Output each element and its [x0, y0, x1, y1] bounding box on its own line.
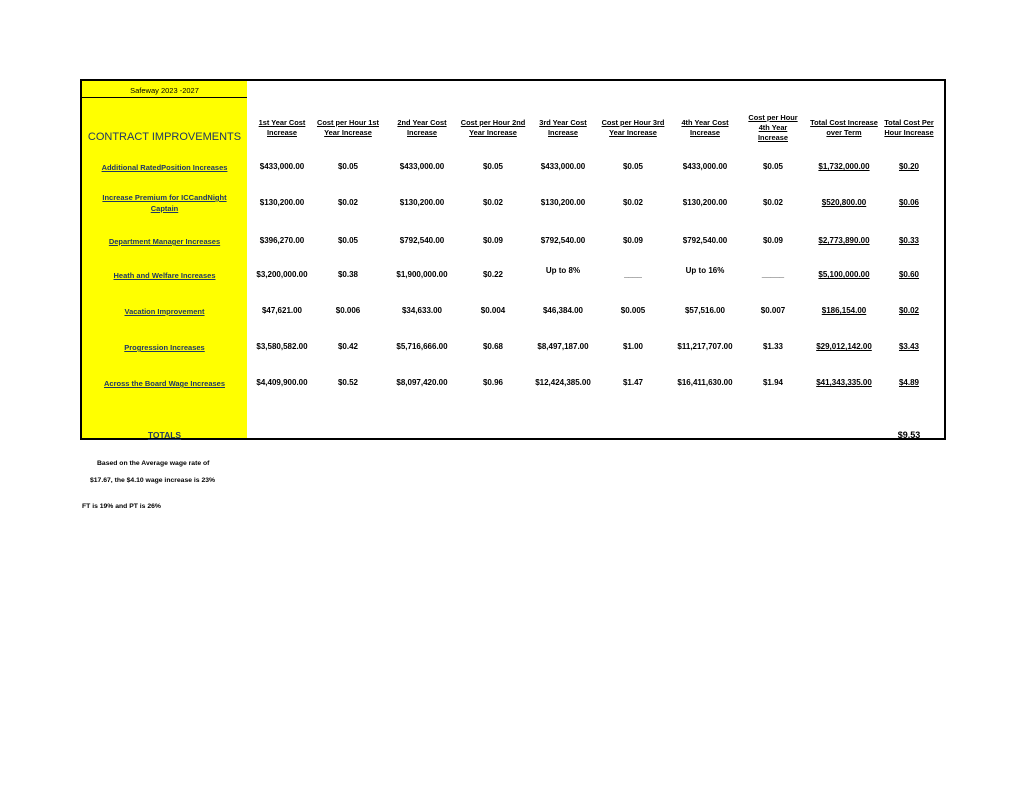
column-header: Cost per Hour 1st Year Increase: [316, 118, 379, 137]
table-cell: $0.52: [337, 378, 359, 387]
table-cell: $0.02: [898, 306, 920, 315]
table-cell: $0.09: [762, 236, 784, 245]
table-cell: $130,200.00: [259, 198, 305, 207]
table-cell: $29,012,142.00: [816, 342, 872, 351]
section-title: CONTRACT IMPROVEMENTS: [87, 131, 242, 143]
table-cell: $11,217,707.00: [677, 342, 733, 351]
column-header: Total Cost Increase over Term: [810, 118, 878, 137]
column-header: Cost per Hour 4th Year Increase: [748, 113, 798, 142]
table-cell: $0.02: [337, 198, 359, 207]
table-cell: $0.05: [622, 162, 644, 171]
table-cell: $433,000.00: [399, 162, 445, 171]
table-tag: Safeway 2023 -2027: [130, 86, 199, 95]
table-cell: $0.22: [482, 270, 504, 279]
table-cell: $0.02: [762, 198, 784, 207]
table-cell: $46,384.00: [542, 306, 584, 315]
column-header: 3rd Year Cost Increase: [539, 118, 587, 137]
contract-improvements-table: [80, 79, 946, 440]
row-label: Vacation Improvement: [124, 307, 205, 316]
table-cell: $0.05: [337, 236, 359, 245]
table-cell: $1,900,000.00: [396, 270, 448, 279]
row-label: Heath and Welfare Increases: [113, 271, 216, 280]
note-line-1: Based on the Average wage rate of: [97, 460, 210, 467]
table-cell: $1.47: [622, 378, 644, 387]
column-header: Total Cost Per Hour Increase: [884, 118, 934, 137]
table-cell: ____: [624, 270, 642, 279]
table-cell: $792,540.00: [682, 236, 728, 245]
table-cell: _____: [761, 270, 785, 279]
table-cell: $0.60: [898, 270, 920, 279]
totals-value: $9.53: [897, 430, 921, 440]
table-cell: $0.09: [482, 236, 504, 245]
row-label: Department Manager Increases: [108, 237, 221, 246]
table-cell: $4.89: [898, 378, 920, 387]
column-header: Cost per Hour 3rd Year Increase: [601, 118, 665, 137]
table-cell: $3.43: [898, 342, 920, 351]
table-cell: $41,343,335.00: [816, 378, 872, 387]
table-cell: $0.05: [482, 162, 504, 171]
table-cell: $0.09: [622, 236, 644, 245]
row-label: Progression Increases: [124, 343, 205, 352]
table-cell: $433,000.00: [682, 162, 728, 171]
table-cell: $3,200,000.00: [256, 270, 308, 279]
table-cell: $1.33: [762, 342, 784, 351]
table-cell: $34,633.00: [401, 306, 443, 315]
table-cell: $396,270.00: [259, 236, 305, 245]
table-cell: $0.06: [898, 198, 920, 207]
table-cell: $792,540.00: [399, 236, 445, 245]
table-cell: $57,516.00: [684, 306, 726, 315]
note-line-2: $17.67, the $4.10 wage increase is 23%: [90, 477, 216, 484]
totals-label: TOTALS: [147, 430, 182, 440]
table-cell: $12,424,385.00: [535, 378, 591, 387]
table-cell: $433,000.00: [540, 162, 586, 171]
table-cell: $0.05: [337, 162, 359, 171]
table-cell: $0.02: [482, 198, 504, 207]
table-cell: $1.00: [622, 342, 644, 351]
table-cell: $433,000.00: [259, 162, 305, 171]
table-cell: $0.96: [482, 378, 504, 387]
table-cell: $2,773,890.00: [818, 236, 870, 245]
note-line-3: FT is 19% and PT is 26%: [82, 503, 161, 510]
table-cell: $1.94: [762, 378, 784, 387]
table-cell: Up to 8%: [545, 266, 581, 275]
table-cell: $4,409,900.00: [256, 378, 308, 387]
table-cell: $0.004: [480, 306, 506, 315]
column-header: 4th Year Cost Increase: [681, 118, 729, 137]
table-cell: $1,732,000.00: [818, 162, 870, 171]
table-cell: $5,716,666.00: [396, 342, 448, 351]
table-cell: $8,097,420.00: [396, 378, 448, 387]
table-cell: $0.33: [898, 236, 920, 245]
table-cell: $186,154.00: [821, 306, 867, 315]
table-cell: $130,200.00: [682, 198, 728, 207]
table-cell: $0.007: [760, 306, 786, 315]
table-cell: $5,100,000.00: [818, 270, 870, 279]
table-cell: $0.05: [762, 162, 784, 171]
table-cell: $0.68: [482, 342, 504, 351]
table-cell: $130,200.00: [540, 198, 586, 207]
table-cell: $0.42: [337, 342, 359, 351]
tag-divider: [82, 97, 247, 98]
table-cell: $520,800.00: [821, 198, 867, 207]
table-cell: $3,580,582.00: [256, 342, 308, 351]
table-cell: Up to 16%: [685, 266, 725, 275]
column-header: 2nd Year Cost Increase: [397, 118, 447, 137]
table-cell: $47,621.00: [261, 306, 303, 315]
column-header: Cost per Hour 2nd Year Increase: [460, 118, 526, 137]
table-cell: $130,200.00: [399, 198, 445, 207]
table-cell: $16,411,630.00: [677, 378, 733, 387]
column-header: 1st Year Cost Increase: [258, 118, 306, 137]
table-cell: $0.005: [620, 306, 646, 315]
row-label: Additional RatedPosition Increases: [101, 163, 228, 172]
table-cell: $0.006: [335, 306, 361, 315]
table-cell: $0.20: [898, 162, 920, 171]
table-cell: $792,540.00: [540, 236, 586, 245]
row-label: Across the Board Wage Increases: [103, 379, 226, 388]
table-cell: $0.38: [337, 270, 359, 279]
row-label: Increase Premium for ICCandNight Captain: [102, 193, 227, 213]
table-cell: $0.02: [622, 198, 644, 207]
table-cell: $8,497,187.00: [537, 342, 589, 351]
